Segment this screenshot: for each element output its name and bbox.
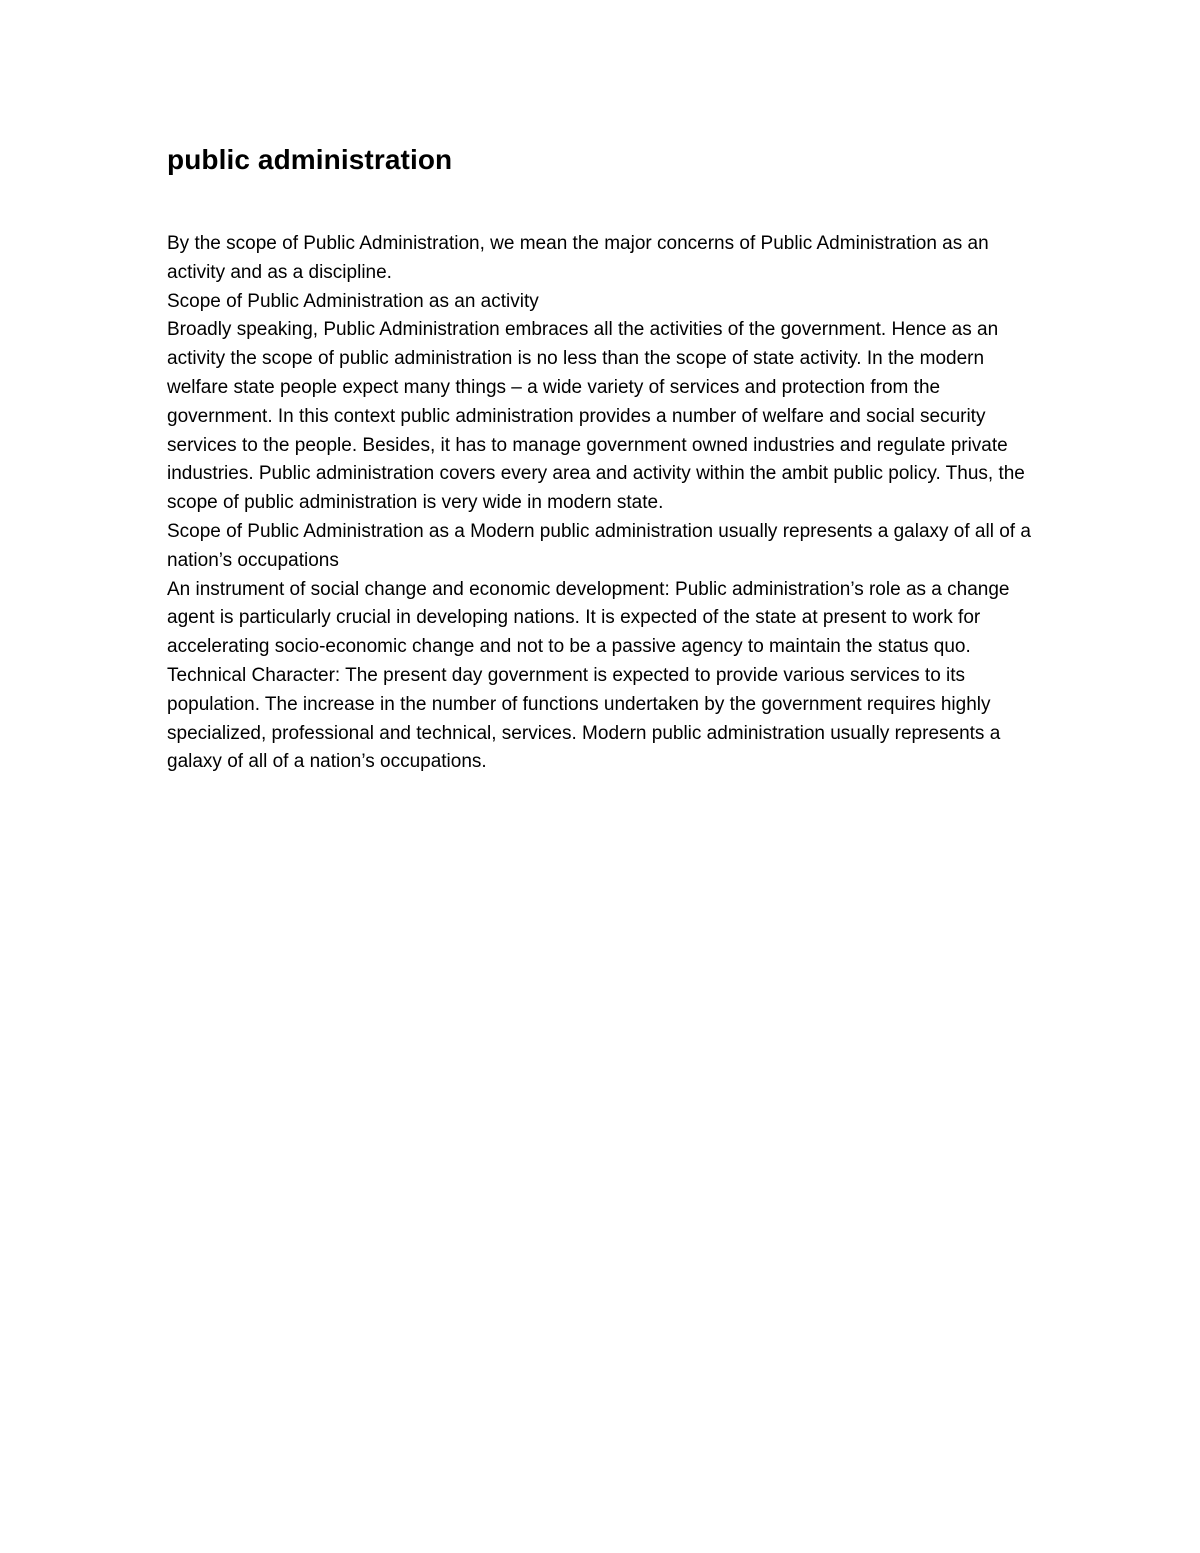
paragraph-technical-character: Technical Character: The present day government is expected to provide various services to its population. The increase in the number of functions undertaken by the government requires highly specialized, professional and technical, services. Modern public administration usually represents a galaxy of all of a nation’s occupations. <box>167 664 1001 773</box>
document-content <box>167 140 1047 777</box>
paragraph-social-change: An instrument of social change and economic development: Public administration’s role as a change agent is particularly crucial in developing nations. It is expected of the state at present to work for accelerating socio-economic change and not to be a passive agency to maintain the status quo. <box>167 578 1010 658</box>
paragraph-scope-activity-body: Broadly speaking, Public Administration embraces all the activities of the government. Hence as an activity the scope of public administration is no less than the scope of state activity. In the modern welfare state people expect many things – a wide variety of services and protection from the government. In this context public administration provides a number of welfare and social security services to the people. Besides, it has to manage government owned industries and regulate private industries. Public administration covers every area and activity within the ambit public policy. Thus, the scope of public administration is very wide in modern state. <box>167 319 1025 514</box>
document-body <box>167 230 1047 777</box>
paragraph-scope-modern: Scope of Public Administration as a Modern public administration usually represents a galaxy of all of a nation’s occupations <box>167 520 1031 571</box>
paragraph-scope-intro: By the scope of Public Administration, we mean the major concerns of Public Administration as an activity and as a discipline. <box>167 233 989 283</box>
document-title: public administration <box>167 144 453 175</box>
paragraph-scope-activity-heading: Scope of Public Administration as an activity <box>167 290 539 312</box>
